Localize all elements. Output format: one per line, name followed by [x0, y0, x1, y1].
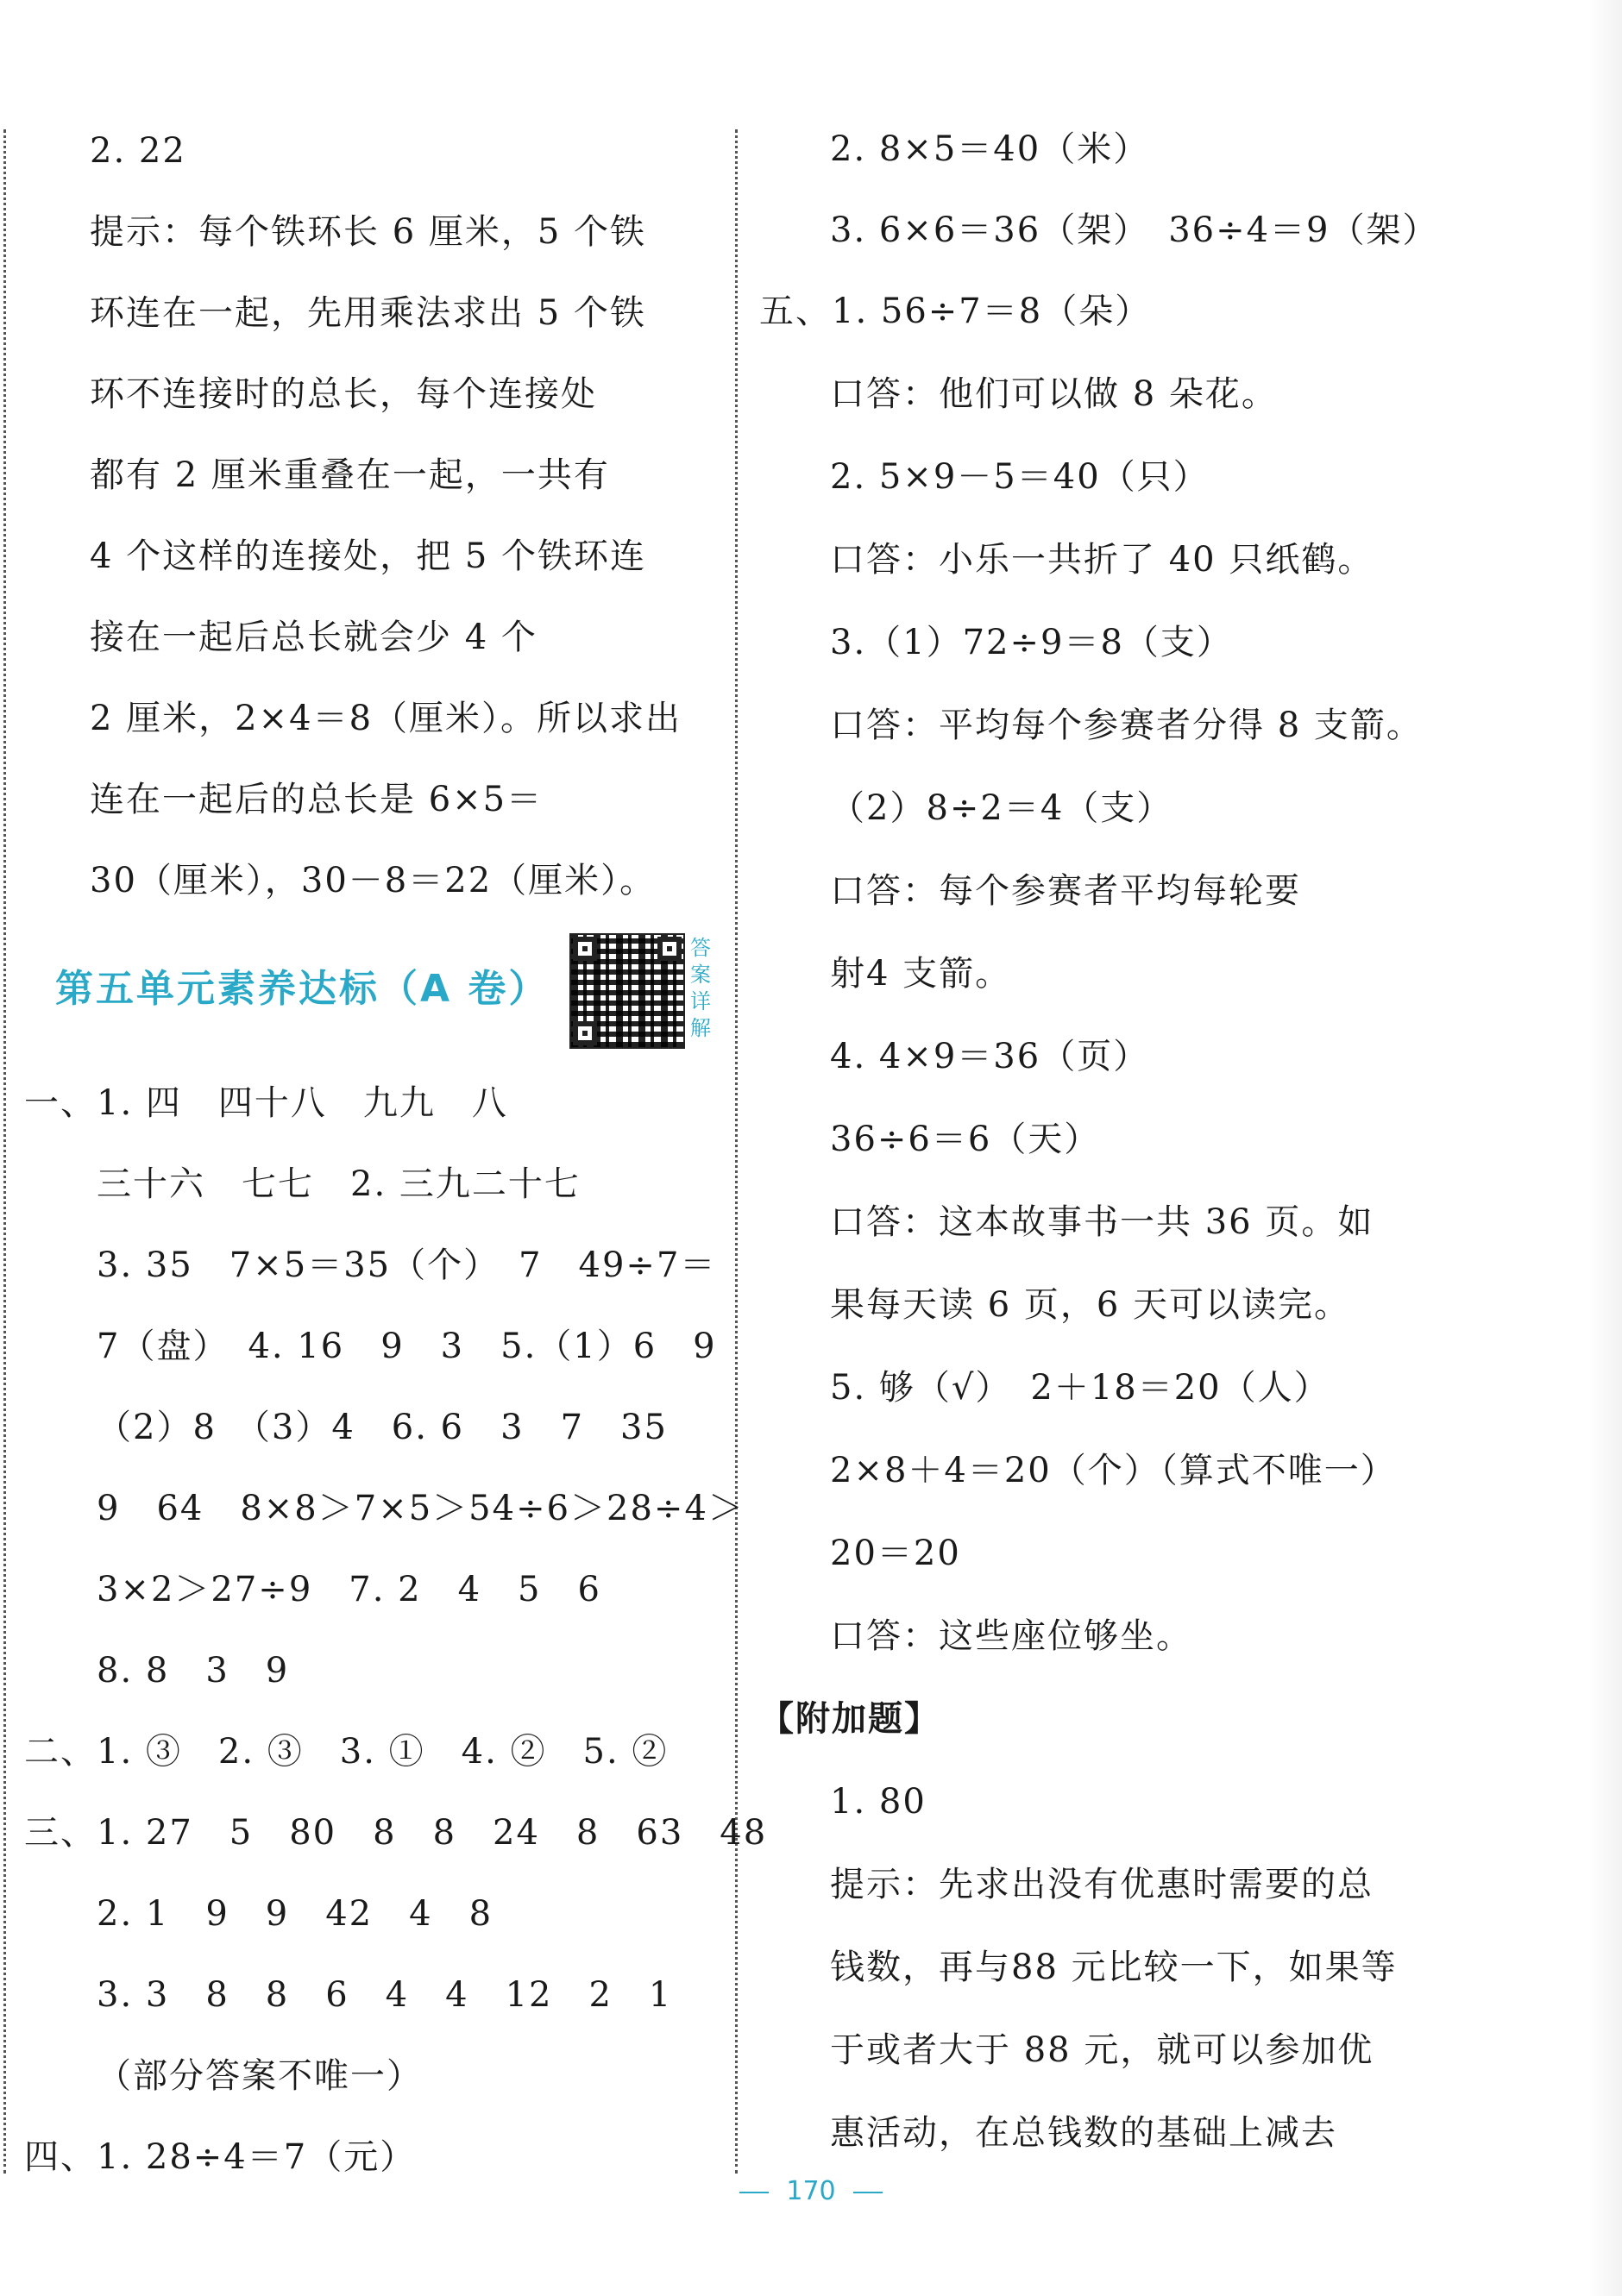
page-number: 170	[786, 2176, 836, 2206]
answer-line: 5. 够（√） 2＋18＝20（人）	[830, 1368, 1330, 1408]
answer-line: 二、1. ③ 2. ③ 3. ① 4. ② 5. ②	[24, 1732, 669, 1772]
answer-line: 3. 3 8 8 6 4 4 12 2 1	[97, 1975, 673, 2015]
answer-line: 五、1. 56÷7＝8（朵）	[759, 292, 1152, 331]
answer-line: 四、1. 28÷4＝7（元）	[24, 2137, 417, 2177]
oral-answer: 口答：每个参赛者平均每轮要	[830, 871, 1301, 911]
answer-line: （2）8 （3）4 6. 6 3 7 35	[97, 1408, 668, 1447]
oral-answer: 口答：他们可以做 8 朵花。	[830, 374, 1278, 414]
hint-line: 2 厘米，2×4＝8（厘米）。所以求出	[90, 699, 682, 738]
oral-answer: 口答：这些座位够坐。	[830, 1616, 1192, 1656]
answer-line: 3. 35 7×5＝35（个） 7 49÷7＝	[97, 1245, 717, 1285]
oral-answer: 口答：平均每个参赛者分得 8 支箭。	[830, 706, 1423, 745]
footer-dash-right	[853, 2192, 883, 2193]
hint-line: 环不连接时的总长，每个连接处	[90, 374, 597, 414]
answer-line: 2×8＋4＝20（个）（算式不唯一）	[830, 1451, 1397, 1490]
footer-dash-left	[739, 2192, 769, 2193]
answer-line: 2. 22	[90, 131, 186, 171]
answer-line: 3.（1）72÷9＝8（支）	[830, 623, 1233, 662]
hint-line: 环连在一起，先用乘法求出 5 个铁	[90, 293, 646, 333]
bonus-heading: 【附加题】	[759, 1699, 940, 1739]
qr-code-icon[interactable]	[569, 933, 685, 1049]
answer-line: 一、1. 四 四十八 九九 八	[24, 1083, 508, 1123]
answer-line: 8. 8 3 9	[97, 1651, 290, 1691]
answer-line: 三十六 七七 2. 三九二十七	[97, 1164, 581, 1204]
hint-line: 提示：每个铁环长 6 厘米，5 个铁	[90, 212, 647, 252]
hint-line: 钱数，再与88 元比较一下，如果等	[830, 1948, 1398, 1987]
answer-line: 20＝20	[830, 1534, 961, 1573]
oral-answer: 果每天读 6 页，6 天可以读完。	[830, 1285, 1351, 1325]
oral-answer: 口答：这本故事书一共 36 页。如	[830, 1202, 1374, 1242]
qr-caption: 答案详解	[690, 936, 711, 1040]
answer-line: 2. 8×5＝40（米）	[830, 129, 1150, 169]
section-title: 第五单元素养达标（A 卷）	[55, 967, 550, 1011]
answer-line: 三、1. 27 5 80 8 8 24 8 63 48	[24, 1813, 768, 1853]
hint-line: 4 个这样的连接处，把 5 个铁环连	[90, 536, 647, 576]
left-binding-dotted-line	[3, 129, 6, 2174]
hint-line: 于或者大于 88 元，就可以参加优	[830, 2030, 1374, 2070]
answer-line: 36÷6＝6（天）	[830, 1120, 1101, 1159]
hint-line: 连在一起后的总长是 6×5＝	[90, 780, 544, 819]
answer-line: 3×2＞27÷9 7. 2 4 5 6	[97, 1570, 601, 1609]
answer-line: 2. 1 9 9 42 4 8	[97, 1894, 494, 1934]
page-footer	[0, 2170, 1622, 2213]
oral-answer: 口答：小乐一共折了 40 只纸鹤。	[830, 540, 1374, 580]
page-edge-shadow	[1587, 0, 1622, 2296]
hint-line: 接在一起后总长就会少 4 个	[90, 618, 538, 657]
hint-line: 都有 2 厘米重叠在一起，一共有	[90, 455, 610, 495]
answer-line: 9 64 8×8＞7×5＞54÷6＞28÷4＞	[97, 1489, 745, 1528]
hint-line: 提示：先求出没有优惠时需要的总	[830, 1865, 1374, 1904]
answer-line: 1. 80	[830, 1782, 927, 1822]
answer-line: 3. 6×6＝36（架） 36÷4＝9（架）	[830, 210, 1439, 250]
hint-line: 惠活动，在总钱数的基础上减去	[830, 2113, 1337, 2153]
answer-line: 7（盘） 4. 16 9 3 5.（1）6 9	[97, 1327, 717, 1366]
hint-line: 30（厘米），30－8＝22（厘米）。	[90, 861, 657, 900]
answer-line: 4. 4×9＝36（页）	[830, 1037, 1150, 1076]
answer-line: 2. 5×9－5＝40（只）	[830, 457, 1210, 497]
answer-line: （2）8÷2＝4（支）	[830, 788, 1173, 828]
answer-note: （部分答案不唯一）	[97, 2056, 423, 2096]
oral-answer: 射4 支箭。	[830, 954, 1012, 994]
